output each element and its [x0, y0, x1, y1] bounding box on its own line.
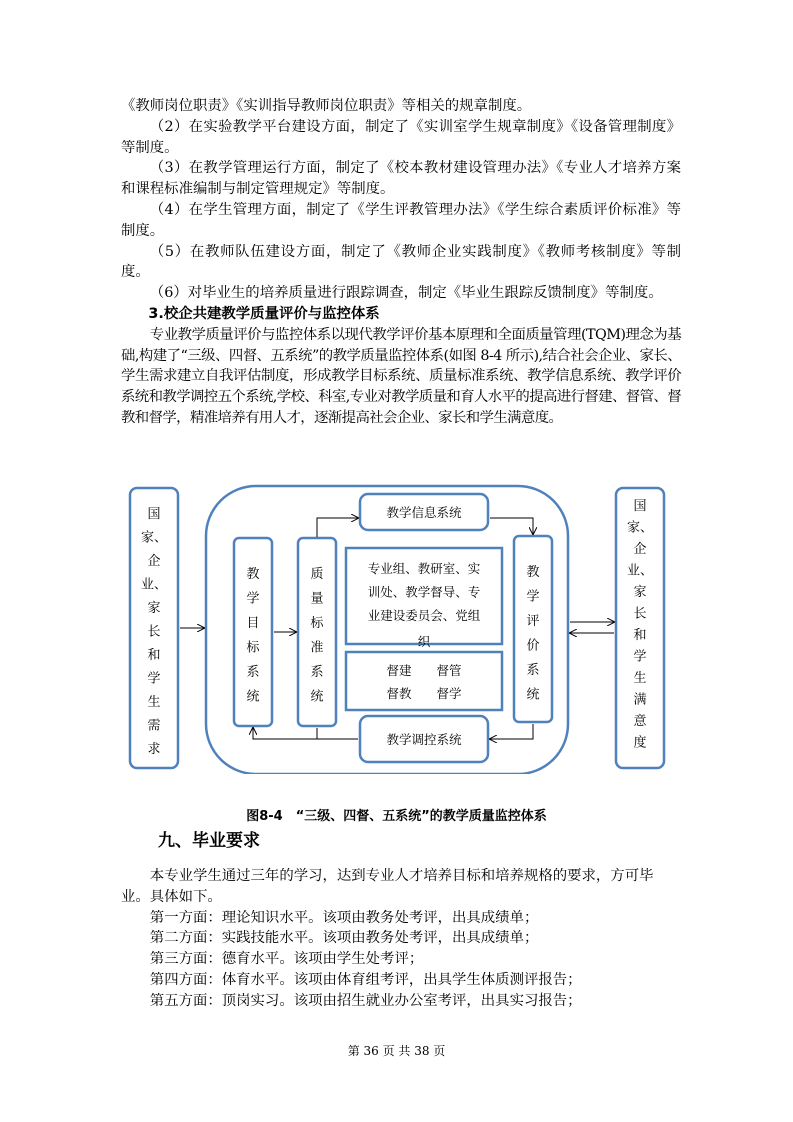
diagram-text: 学	[147, 671, 161, 687]
diagram-text: 统	[526, 687, 540, 703]
requirement-item: 第一方面：理论知识水平。该项由教务处考评，出具成绩单；	[149, 909, 539, 926]
diagram-text: 家	[147, 601, 161, 616]
diagram-text: 家、	[626, 520, 654, 536]
requirements-text	[121, 866, 681, 1012]
quality-monitoring-diagram	[128, 482, 668, 774]
diagram-text: 意	[633, 714, 647, 729]
diagram-text: 和	[147, 648, 161, 663]
diagram-text: 质	[310, 567, 324, 582]
supervision-row-1: 督建 督管	[386, 663, 462, 678]
supervision-box	[346, 652, 502, 710]
paragraph: 本专业学生通过三年的学习，达到专业人才培养目标和培养规格的要求，方可毕业。具体如下。	[121, 868, 654, 905]
diagram-text: 需	[147, 718, 161, 734]
diagram-text: 求	[147, 742, 161, 757]
diagram-text: 业、	[140, 577, 168, 593]
diagram-text: 教	[246, 567, 260, 582]
control-system-label: 教学调控系统	[386, 732, 462, 747]
body-text-top	[121, 96, 681, 429]
diagram-text: 评	[526, 614, 540, 629]
supervision-row-2: 督教 督学	[386, 686, 462, 701]
diagram-text: 学	[246, 591, 260, 607]
diagram-text: 目	[246, 616, 260, 631]
diagram-text: 满	[633, 692, 647, 708]
diagram-text: 统	[246, 689, 260, 705]
paragraph: （6）对毕业生的培养质量进行跟踪调查，制定《毕业生跟踪反馈制度》等制度。	[149, 285, 663, 302]
paragraph: （5）在教师队伍建设方面，制定了《教师企业实践制度》《教师考核制度》等制度。	[121, 243, 681, 281]
diagram-text: 国	[147, 507, 161, 522]
diagram-text: 标	[310, 616, 324, 631]
diagram-text: 学	[633, 649, 647, 665]
info-system-label: 教学信息系统	[386, 505, 462, 520]
diagram-text: 度	[633, 735, 647, 751]
diagram-text: 企	[147, 554, 161, 569]
section-9-heading: 九、毕业要求	[158, 831, 260, 851]
paragraph: （4）在学生管理方面，制定了《学生评教管理办法》《学生综合素质评价标准》等制度。	[121, 201, 681, 239]
diagram-text: 和	[633, 628, 647, 643]
diagram-text: 教	[526, 565, 540, 580]
diagram-text: 训处、教学督导、专	[367, 584, 481, 600]
requirement-item: 第四方面：体育水平。该项由体育组考评，出具学生体质测评报告；	[149, 971, 582, 988]
paragraph: 《教师岗位职责》《实训指导教师岗位职责》等相关的规章制度。	[121, 98, 532, 114]
section-heading: 3.校企共建教学质量评价与监控体系	[148, 305, 380, 322]
diagram-text: 专业组、教研室、实	[367, 561, 481, 576]
diagram-text: 系	[310, 665, 324, 680]
diagram-text: 生	[147, 695, 161, 710]
requirement-item: 第三方面：德育水平。该项由学生处考评；	[149, 951, 424, 968]
diagram-text: 系	[246, 665, 260, 680]
requirement-item: 第二方面：实践技能水平。该项由教务处考评，出具成绩单；	[149, 930, 539, 947]
diagram-text: 国	[633, 499, 647, 514]
paragraph: （2）在实验教学平台建设方面，制定了《实训室学生规章制度》《设备管理制度》等制度。	[121, 118, 681, 156]
paragraph: （3）在教学管理运行方面，制定了《校本教材建设管理办法》《专业人才培养方案和课程标准编制与制定管理规定》等制度。	[121, 160, 681, 198]
diagram-text: 系	[526, 663, 540, 678]
requirement-item: 第五方面：顶岗实习。该项由招生就业办公室考评，出具实习报告；	[149, 992, 582, 1009]
diagram-text: 量	[310, 591, 324, 607]
diagram-text: 统	[310, 689, 324, 705]
diagram-text: 企	[633, 542, 647, 557]
diagram-text: 标	[246, 640, 260, 656]
diagram-text: 准	[310, 640, 324, 656]
diagram-text: 价	[526, 638, 540, 654]
diagram-text: 家、	[140, 530, 168, 546]
figure-caption: 图8-4 “三级、四督、五系统”的教学质量监控体系	[246, 809, 547, 824]
diagram-text: 织	[417, 634, 431, 649]
diagram-text: 长	[633, 606, 647, 622]
diagram-text: 业、	[626, 563, 654, 579]
diagram-text: 长	[147, 624, 161, 640]
page-footer: 第 36 页 共 38 页	[347, 1044, 446, 1058]
diagram-text: 家	[633, 585, 647, 600]
diagram-text: 业建设委员会、党组	[367, 608, 481, 623]
paragraph: 专业教学质量评价与监控体系以现代教学评价基本原理和全面质量管理(TQM)理念为基础,构建了“三级、四督、五系统”的教学质量监控体系(如图 8-4 所示),结合社会企业、家长、学生需求建立自我评估制度，形成教学目标系统、质量标准系统、教学信息系统、教学评价系统和教学调控五个系统,学校、科室,专业对教学质量和育人水平的提高进行督建、督管、督教和督学，精准培养有用人才，逐渐提高社会企业、家长和学生满意度。	[121, 326, 681, 426]
diagram-text: 生	[633, 671, 647, 686]
diagram-text: 学	[526, 589, 540, 605]
